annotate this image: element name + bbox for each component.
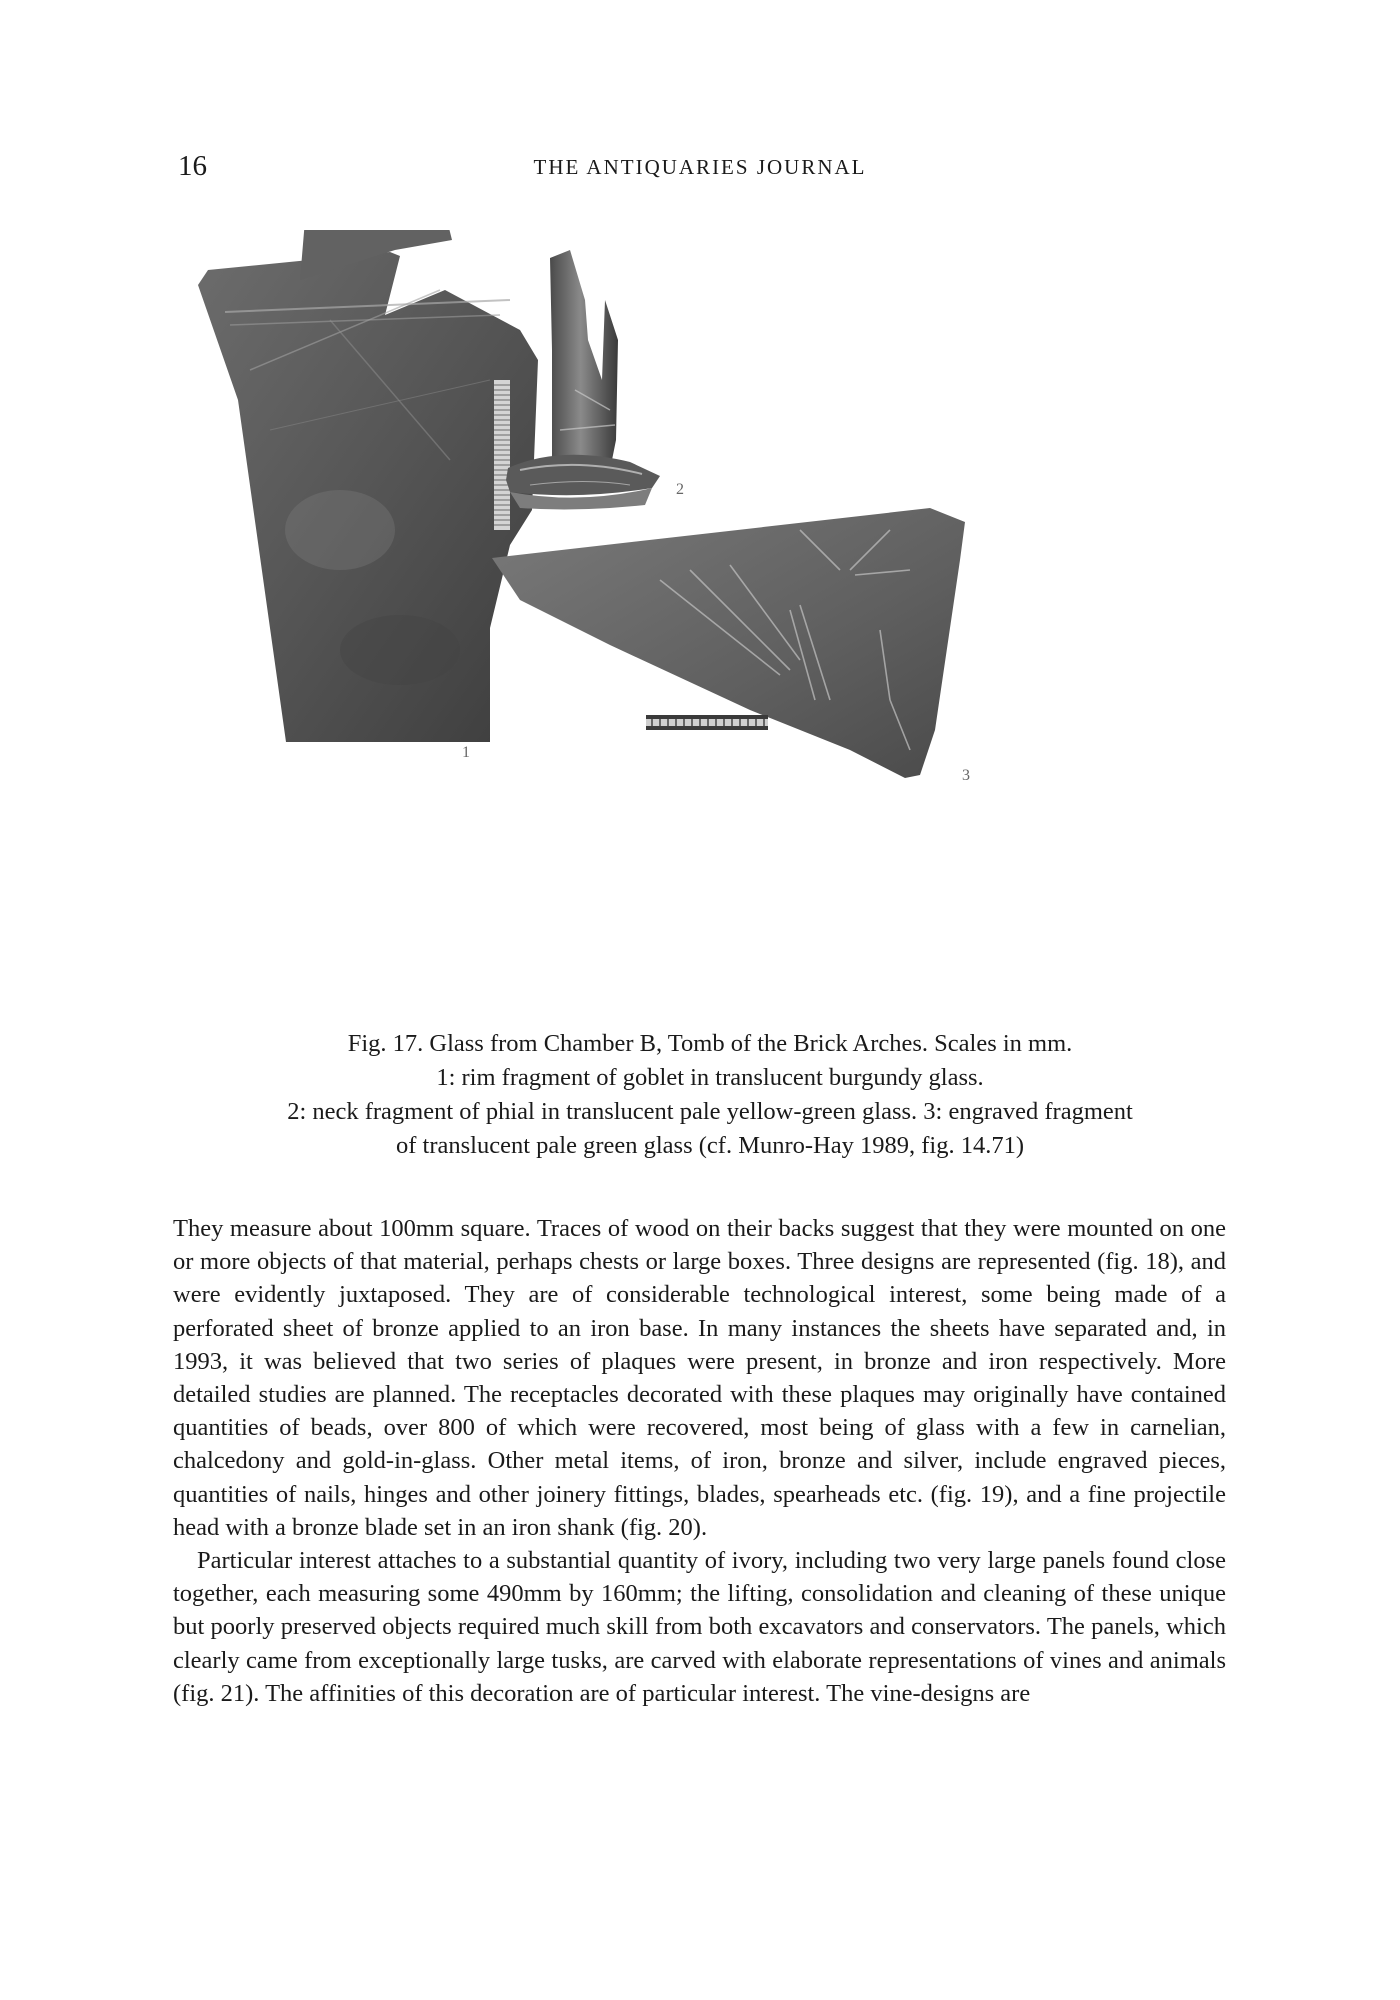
paragraph: Particular interest attaches to a substantial quantity of ivory, including two very large panels found close together, each measuring some 490mm by 160mm; the lifting, consolidation and cleaning of these unique but poorly preserved objects required much skill from both excavators and conservators. The panels, which clearly came from exceptionally large tusks, are carved with elaborate representations of vines and animals (fig. 21). The affinities of this decoration are of particular interest. The vine-designs are	[173, 1547, 1226, 1707]
body-text	[173, 1212, 1226, 1710]
fragment-2-label: 2	[676, 481, 684, 498]
caption-line: of translucent pale green glass (cf. Munro-Hay 1989, fig. 14.71)	[396, 1132, 1024, 1159]
fragment-3-label: 3	[962, 767, 970, 784]
running-head: THE ANTIQUARIES JOURNAL	[533, 155, 867, 179]
caption-line: Fig. 17. Glass from Chamber B, Tomb of the Brick Arches. Scales in mm.	[347, 1030, 1073, 1057]
page-number: 16	[178, 150, 207, 182]
fragment-1-goblet-rim	[198, 230, 538, 742]
caption-line: 2: neck fragment of phial in translucent pale yellow-green glass. 3: engraved fragment	[287, 1098, 1133, 1125]
figure-glass-fragments	[190, 230, 1230, 1000]
caption-line: 1: rim fragment of goblet in translucent burgundy glass.	[436, 1064, 984, 1091]
paragraph: They measure about 100mm square. Traces of wood on their backs suggest that they were mounted on one or more objects of that material, perhaps chests or large boxes. Three designs are represented (fig. 18), and were evidently juxtaposed. They are of considerable technological interest, some being made of a perforated sheet of bronze applied to an iron base. In many instances the sheets have separated and, in 1993, it was believed that two series of plaques were present, in bronze and iron respectively. More detailed studies are planned. The receptacles decorated with these plaques may originally have contained quantities of beads, over 800 of which were recovered, most being of glass with a few in carnelian, chalcedony and gold-in-glass. Other metal items, of iron, bronze and silver, include engraved pieces, quantities of nails, hinges and other joinery fittings, blades, spearheads etc. (fig. 19), and a fine projectile head with a bronze blade set in an iron shank (fig. 20).	[173, 1215, 1226, 1541]
figure-caption	[190, 1027, 1230, 1163]
fragment-3-engraved	[492, 508, 965, 778]
fragment-1-label: 1	[462, 744, 470, 761]
scale-bar-horizontal	[646, 715, 768, 730]
scale-bar-vertical	[494, 380, 510, 530]
